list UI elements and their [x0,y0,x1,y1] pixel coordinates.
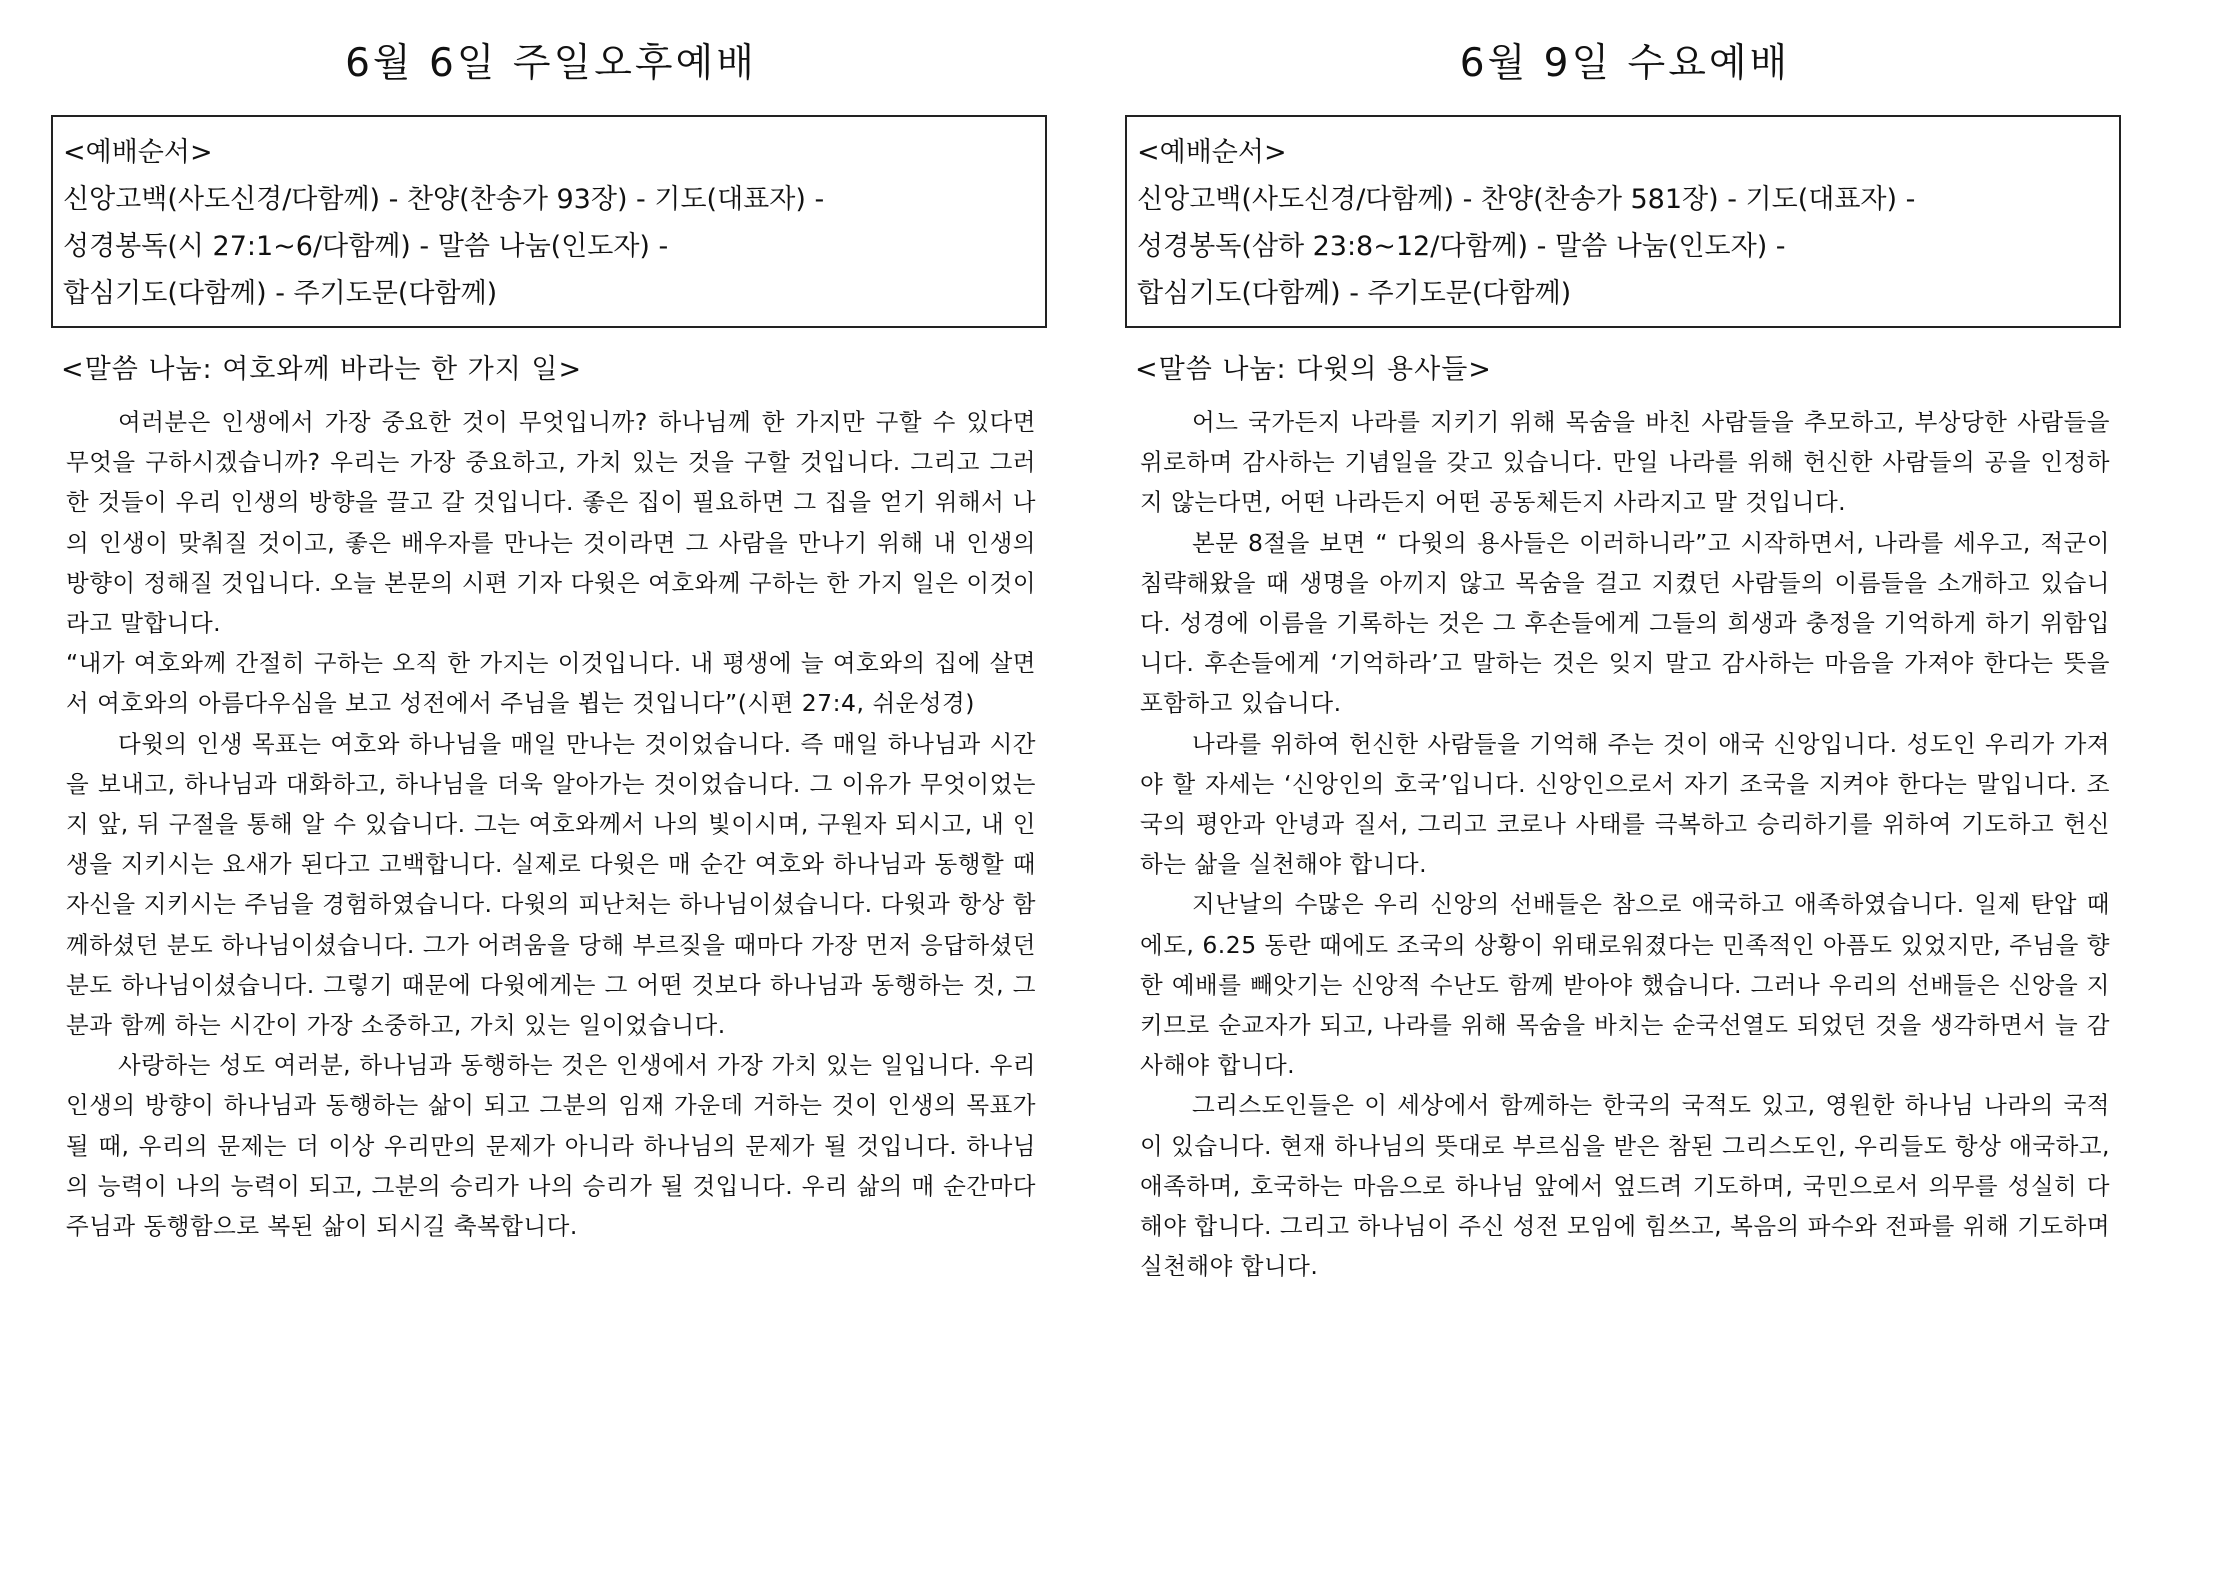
left-order-heading: <예배순서> [63,137,213,168]
right-order-line-3: 합심기도(다함께) - 주기도문(다함께) [1137,278,1572,309]
right-service-title: 6월 9일 수요예배 [1459,41,1791,86]
right-paragraph-2: 본문 8절을 보면 “ 다윗의 용사들은 이러하니라”고 시작하면서, 나라를 세우고, 적군이 침략해왔을 때 생명을 아끼지 않고 목숨을 걸고 지켰던 사람들의 이름들을 소개하고 있습니다. 성경에 이름을 기록하는 것은 그 후손들에게 그들의 희생과 충정을 기억하게 하기 위함입니다. 후손들에게 ‘기억하라’고 말하는 것은 잊지 말고 감사하는 마음을 가져야 한다는 뜻을 포함하고 있습니다. [1140,528,2110,718]
right-paragraph-5: 그리스도인들은 이 세상에서 함께하는 한국의 국적도 있고, 영원한 하나님 나라의 국적이 있습니다. 현재 하나님의 뜻대로 부르심을 받은 참된 그리스도인, 우리들도 항상 애국하고, 애족하며, 호국하는 마음으로 하나님 앞에서 엎드려 기도하며, 국민으로서 의무를 성실히 다해야 합니다. 그리고 하나님이 주신 성전 모임에 힘쓰고, 복음의 파수와 전파를 위해 기도하며 실천해야 합니다. [1140,1091,2111,1281]
right-order-box [1125,115,2121,328]
left-paragraph-quote: “내가 여호와께 간절히 구하는 오직 한 가지는 이것입니다. 내 평생에 늘 여호와의 집에 살면서 여호와의 아름다우심을 보고 성전에서 주님을 뵙는 것입니다”(시편 27:4, 쉬운성경) [66,649,1036,718]
left-sermon-title: <말씀 나눔: 여호와께 바라는 한 가지 일> [61,354,583,385]
right-order-line-1: 신앙고백(사도신경/다함께) - 찬양(찬송가 581장) - 기도(대표자) - [1137,184,1916,215]
right-sermon-body [1140,402,2110,1286]
left-paragraph-1: 여러분은 인생에서 가장 중요한 것이 무엇입니까? 하나님께 한 가지만 구할 수 있다면 무엇을 구하시겠습니까? 우리는 가장 중요하고, 가치 있는 것을 구할 것입니다. 그리고 그러한 것들이 우리 인생의 방향을 끌고 갈 것입니다. 좋은 집이 필요하면 그 집을 얻기 위해서 나의 인생이 맞춰질 것이고, 좋은 배우자를 만나는 것이라면 그 사람을 만나기 위해 내 인생의 방향이 정해질 것입니다. 오늘 본문의 시편 기자 다윗은 여호와께 구하는 한 가지 일은 이것이라고 말합니다. [66,408,1037,638]
right-paragraph-1: 어느 국가든지 나라를 지키기 위해 목숨을 바친 사람들을 추모하고, 부상당한 사람들을 위로하며 감사하는 기념일을 갖고 있습니다. 만일 나라를 위해 헌신한 사람들의 공을 인정하지 않는다면, 어떤 나라든지 어떤 공동체든지 사라지고 말 것입니다. [1140,408,2110,517]
left-paragraph-4: 사랑하는 성도 여러분, 하나님과 동행하는 것은 인생에서 가장 가치 있는 일입니다. 우리 인생의 방향이 하나님과 동행하는 삶이 되고 그분의 임재 가운데 거하는 것이 인생의 목표가 될 때, 우리의 문제는 더 이상 우리만의 문제가 아니라 하나님의 문제가 될 것입니다. 하나님의 능력이 나의 능력이 되고, 그분의 승리가 나의 승리가 될 것입니다. 우리 삶의 매 순간마다 주님과 동행함으로 복된 삶이 되시길 축복합니다. [66,1051,1036,1241]
right-order-line-2: 성경봉독(삼하 23:8~12/다함께) - 말씀 나눔(인도자) - [1137,231,1786,262]
right-paragraph-3: 나라를 위하여 헌신한 사람들을 기억해 주는 것이 애국 신앙입니다. 성도인 우리가 가져야 할 자세는 ‘신앙인의 호국’입니다. 신앙인으로서 자기 조국을 지켜야 한다는 말입니다. 조국의 평안과 안녕과 질서, 그리고 코로나 사태를 극복하고 승리하기를 위하여 기도하고 헌신하는 삶을 실천해야 합니다. [1140,729,2110,879]
left-paragraph-3: 다윗의 인생 목표는 여호와 하나님을 매일 만나는 것이었습니다. 즉 매일 하나님과 시간을 보내고, 하나님과 대화하고, 하나님을 더욱 알아가는 것이었습니다. 그 이유가 무엇이었는지 앞, 뒤 구절을 통해 알 수 있습니다. 그는 여호와께서 나의 빛이시며, 구원자 되시고, 내 인생을 지키시는 요새가 된다고 고백합니다. 실제로 다윗은 매 순간 여호와 하나님과 동행할 때 자신을 지키시는 주님을 경험하였습니다. 다윗의 피난처는 하나님이셨습니다. 다윗과 항상 함께하셨던 분도 하나님이셨습니다. 그가 어려움을 당해 부르짖을 때마다 가장 먼저 응답하셨던 분도 하나님이셨습니다. 그렇기 때문에 다윗에게는 그 어떤 것보다 하나님과 동행하는 것, 그분과 함께 하는 시간이 가장 소중하고, 가치 있는 일이었습니다. [66,729,1036,1040]
left-order-line-1: 신앙고백(사도신경/다함께) - 찬양(찬송가 93장) - 기도(대표자) - [63,184,825,215]
right-sermon-title: <말씀 나눔: 다윗의 용사들> [1135,354,1492,385]
right-order-heading: <예배순서> [1137,137,1287,168]
right-paragraph-4: 지난날의 수많은 우리 신앙의 선배들은 참으로 애국하고 애족하였습니다. 일제 탄압 때에도, 6.25 동란 때에도 조국의 상황이 위태로워졌다는 민족적인 아픔도 있었지만, 주님을 향한 예배를 빼앗기는 신앙적 수난도 함께 받아야 했습니다. 그러나 우리의 선배들은 신앙을 지키므로 순교자가 되고, 나라를 위해 목숨을 바치는 순국선열도 되었던 것을 생각하면서 늘 감사해야 합니다. [1140,890,2110,1080]
left-order-line-2: 성경봉독(시 27:1~6/다함께) - 말씀 나눔(인도자) - [63,231,669,262]
left-service-title: 6월 6일 주일오후예배 [345,41,757,86]
left-order-line-3: 합심기도(다함께) - 주기도문(다함께) [63,278,498,309]
left-sermon-body [66,402,1036,1246]
left-order-box [51,115,1047,328]
